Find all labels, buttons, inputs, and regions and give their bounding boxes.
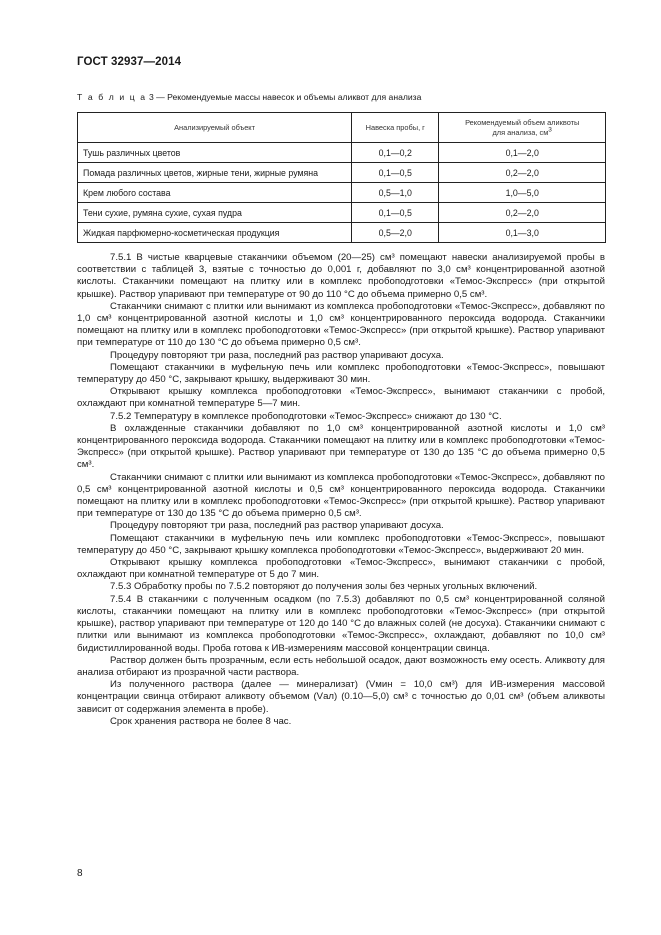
table-header-row	[78, 113, 606, 143]
cell-mass: 0,1—0,5	[352, 163, 439, 183]
table-caption	[77, 92, 597, 102]
paragraph: Раствор должен быть прозрачным, если есть небольшой осадок, дают возможность ему осесть. Аликвоту для анализа отбирают из прозрачной части раствора.	[77, 654, 605, 678]
cell-volume: 0,2—2,0	[439, 203, 606, 223]
paragraph-7-5-2: 7.5.2 Температуру в комплексе пробоподготовки «Темос-Экспресс» снижают до 130 °С.	[110, 410, 502, 422]
paragraph: Помещают стаканчики в муфельную печь или комплекс пробоподготовки «Темос-Экспресс», повышают температуру до 450 °С, закрывают крышку комплекса пробоподготовки «Темос-Экспресс», выдерживают 20 мин.	[77, 532, 605, 556]
cell-object: Тушь различных цветов	[78, 143, 352, 163]
table-row	[78, 163, 606, 183]
paragraph-7-5-4: 7.5.4 В стаканчики с полученным осадком (по 7.5.3) добавляют по 0,5 см³ концентрированной соляной кислоты, стаканчики помещают на плитку или в комплекс пробоподготовки «Темос-Экспресс» (при открытой крышке), раствор упаривают при температуре от 120 до 140 °С до влажных солей (не досуха). Стаканчики снимают с плитки или вынимают из комплекса пробоподготовки «Темос-Экспресс», охлаждают, добавляют по 10,0 см³ бидистиллированной воды. Проба готова к ИВ-измерениям массовой концентрации свинца.	[77, 593, 605, 654]
cell-volume: 0,1—3,0	[439, 223, 606, 243]
header-volume-line1: Рекомендуемый объем аликвоты	[465, 117, 580, 127]
paragraph: Процедуру повторяют три раза, последний раз раствор упаривают досуха.	[110, 520, 444, 532]
table-row	[78, 203, 606, 223]
paragraph: Стаканчики снимают с плитки или вынимают из комплекса пробоподготовки «Темос-Экспресс», добавляют по 0,5 см³ концентрированной азотной кислоты и 0,5 см³ концентрированного пероксида водорода. Стаканчики помещают на плитку или в комплекс пробоподготовки «Темос-Экспресс» (при открытой крышке). Раствор упаривают при температуре от 130 до 135 °С до объема примерно 0,5 см³.	[77, 471, 605, 520]
cell-volume: 0,2—2,0	[439, 163, 606, 183]
cell-mass: 0,5—2,0	[352, 223, 439, 243]
cell-mass: 0,1—0,5	[352, 203, 439, 223]
table-caption-text: 3 — Рекомендуемые массы навесок и объемы аликвот для анализа	[148, 92, 422, 102]
header-mass: Навеска пробы, г	[352, 113, 439, 143]
paragraph: Из полученного раствора (далее — минерализат) (Vмин = 10,0 см³) для ИВ-измерения массовой концентрации свинца отбирают аликвоту объемом (Vал) (0.10—5,0) см³ с точностью до 0,01 см³ (объем аликвоты зависит от содержания элемента в пробе).	[77, 679, 606, 715]
cell-object: Тени сухие, румяна сухие, сухая пудра	[78, 203, 352, 223]
header-volume-line2: для анализа, см	[492, 127, 549, 137]
cell-object: Жидкая парфюмерно-косметическая продукция	[78, 223, 352, 243]
cell-object: Помада различных цветов, жирные тени, жирные румяна	[78, 163, 352, 183]
document-header: ГОСТ 32937—2014	[77, 56, 182, 68]
page-number: 8	[77, 868, 83, 879]
recommended-masses-table	[77, 112, 606, 243]
paragraph: Открывают крышку комплекса пробоподготовки «Темос-Экспресс», вынимают стаканчики с пробой, охлаждают при комнатной температуре от 5 до 7 мин.	[77, 557, 605, 581]
header-volume	[439, 113, 606, 143]
table-caption-label: Т а б л и ц а	[77, 92, 147, 102]
body-text	[77, 252, 605, 728]
header-volume-sup: 3	[548, 126, 552, 134]
paragraph: Процедуру повторяют три раза, последний раз раствор упаривают досуха.	[110, 349, 444, 361]
paragraph: Открывают крышку комплекса пробоподготовки «Темос-Экспресс», вынимают стаканчики с пробой, охлаждают при комнатной температуре 5—7 мин.	[77, 386, 605, 410]
paragraph: Помещают стаканчики в муфельную печь или комплекс пробоподготовки «Темос-Экспресс», повышают температуру до 450 °С, закрывают крышку, выдерживают 30 мин.	[77, 361, 605, 386]
cell-object: Крем любого состава	[78, 183, 352, 203]
cell-volume: 1,0—5,0	[439, 183, 606, 203]
table-row	[78, 223, 606, 243]
header-object: Анализируемый объект	[78, 113, 352, 143]
paragraph: Стаканчики снимают с плитки или вынимают из комплекса пробоподготовки «Темос-Экспресс», добавляют по 1,0 см³ концентрированной азотной кислоты и 1,0 см³ концентрированного пероксида водорода. Стаканчики помещают на плитку или в комплекс пробоподготовки «Темос-Экспресс» (при открытой крышке). Раствор упаривают при температуре от 110 до 130 °С до объема примерно 0,5 см³.	[77, 300, 605, 349]
paragraph: Срок хранения раствора не более 8 час.	[110, 715, 292, 727]
table-row	[78, 183, 606, 203]
cell-mass: 0,1—0,2	[352, 143, 439, 163]
cell-mass: 0,5—1,0	[352, 183, 439, 203]
paragraph-7-5-3: 7.5.3 Обработку пробы по 7.5.2 повторяют до получения золы без черных угольных включений.	[110, 581, 538, 593]
paragraph: В охлажденные стаканчики добавляют по 1,0 см³ концентрированной азотной кислоты и 1,0 см³ концентрированного пероксида водорода. Стаканчики помещают на плитку или в комплекс пробоподготовки «Темос-Экспресс» (при открытой крышке). Раствор упаривают при температуре от 130 до 135 °С до объема примерно 0,5 см³.	[77, 422, 605, 471]
cell-volume: 0,1—2,0	[439, 143, 606, 163]
paragraph-7-5-1: 7.5.1 В чистые кварцевые стаканчики объемом (20—25) см³ помещают навески анализируемой пробы в соответствии с таблицей 3, взятые с точностью до 0,001 г, добавляют по 3,0 см³ концентрированной азотной кислоты. Стаканчики помещают на плитку или в комплекс пробоподготовки «Темос-Экспресс» (при открытой крышке). Раствор упаривают при температуре от 90 до 110 °С до объема примерно 0,5 см³.	[77, 252, 605, 300]
table-row	[78, 143, 606, 163]
